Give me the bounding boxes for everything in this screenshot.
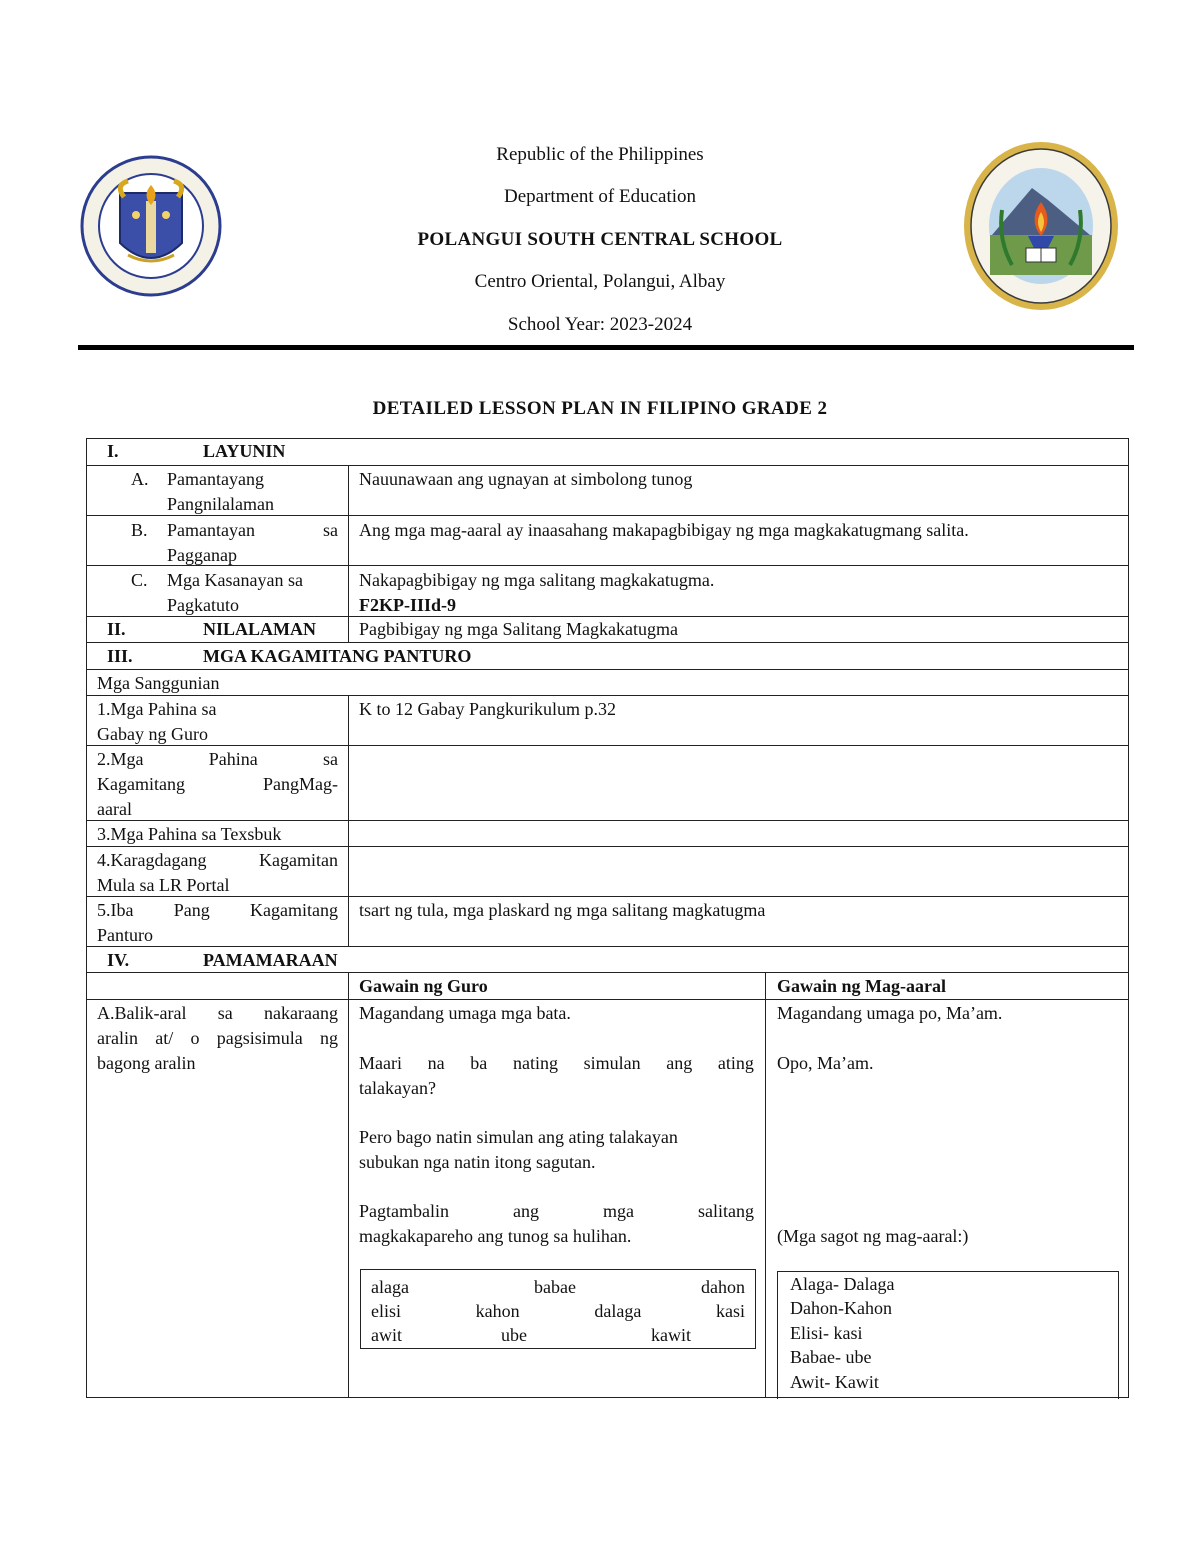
word: aralin	[97, 1028, 138, 1048]
label-balik-aral-line1	[97, 1001, 338, 1026]
section-num-1: I.	[107, 441, 119, 461]
word-item: kawit	[651, 1325, 691, 1345]
section-heading-kagamitan: MGA KAGAMITANG PANTURO	[203, 646, 472, 666]
word: ang	[666, 1053, 693, 1073]
lesson-plan-table	[86, 438, 1129, 1398]
mag-aaral-greeting: Magandang umaga po, Ma’am.	[777, 1003, 1003, 1023]
word-item: kahon	[475, 1301, 520, 1321]
answer-item: Elisi- kasi	[790, 1323, 863, 1343]
section-heading-pamamaraan: PAMAMARAAN	[203, 950, 338, 970]
value-pamantayan-sa-pagganap: Ang mga mag-aaral ay inaasahang makapagbibigay ng mga magkakatugmang salita.	[359, 520, 969, 540]
word: o	[190, 1028, 200, 1048]
header-divider	[78, 345, 1134, 350]
label-sa-word: sa	[323, 520, 338, 540]
word: 4.Karagdagang	[97, 850, 207, 870]
word: simulan	[583, 1053, 641, 1073]
word: nakaraang	[264, 1003, 338, 1023]
word: 5.Iba	[97, 900, 134, 920]
answer-item: Awit- Kawit	[790, 1372, 879, 1392]
word: Pang	[173, 900, 210, 920]
answer-box	[777, 1271, 1119, 1399]
word: PangMag-	[263, 774, 338, 794]
word-item: dalaga	[594, 1301, 642, 1321]
label-kagamitang-line3: aaral	[97, 799, 132, 819]
label-sanggunian: Mga Sanggunian	[97, 673, 220, 693]
item-letter-a: A.	[131, 469, 149, 489]
label-pamantayan-word: Pamantayan	[167, 520, 255, 540]
label-gabay-line2: Gabay ng Guro	[97, 724, 208, 744]
header-department: Department of Education	[503, 186, 697, 207]
word: mga	[602, 1201, 634, 1221]
label-pangnilalaman: Pangnilalaman	[167, 494, 274, 514]
header-republic: Republic of the Philippines	[496, 144, 704, 165]
guro-question-line2: talakayan?	[359, 1078, 436, 1098]
value-kasanayan: Nakapagbibigay ng mga salitang magkakatugma.	[359, 570, 715, 590]
label-iba-pang-line1	[97, 898, 338, 923]
word: ating	[717, 1053, 754, 1073]
section-num-4: IV.	[107, 950, 130, 970]
word-item: alaga	[371, 1277, 409, 1297]
word: nating	[512, 1053, 558, 1073]
value-competency-code: F2KP-IIId-9	[359, 595, 457, 615]
value-iba-pang-kagamitan: tsart ng tula, mga plaskard ng mga salitang magkatugma	[359, 900, 766, 920]
label-pamantayan-sa	[167, 518, 338, 543]
value-gabay-ng-guro: K to 12 Gabay Pangkurikulum p.32	[359, 699, 616, 719]
label-pagkatuto: Pagkatuto	[167, 595, 239, 615]
label-balik-aral-line3: bagong aralin	[97, 1053, 196, 1073]
header-school-year: School Year: 2023-2024	[507, 314, 693, 335]
value-pamantayang-pangnilalaman: Nauunawaan ang ugnayan at simbolong tunog	[359, 469, 693, 489]
label-pagganap: Pagganap	[167, 545, 237, 565]
guro-greeting: Magandang umaga mga bata.	[359, 1003, 571, 1023]
word-item: kasi	[715, 1301, 745, 1321]
section-heading-layunin: LAYUNIN	[203, 441, 286, 461]
word: Pahina	[208, 749, 258, 769]
word: Kagamitang	[250, 900, 338, 920]
value-nilalaman: Pagbibigay ng mga Salitang Magkakatugma	[359, 619, 678, 639]
word-item: dahon	[701, 1277, 745, 1297]
word: Kagamitang	[97, 774, 185, 794]
label-balik-aral-line2	[97, 1026, 338, 1051]
header-address: Centro Oriental, Polangui, Albay	[474, 271, 726, 292]
answer-item: Dahon-Kahon	[790, 1298, 892, 1318]
item-letter-c: C.	[131, 570, 148, 590]
column-header-mag-aaral: Gawain ng Mag-aaral	[777, 976, 946, 996]
section-heading-nilalaman: NILALAMAN	[203, 619, 317, 639]
word-row-1	[371, 1275, 745, 1300]
label-karagdagang-line2: Mula sa LR Portal	[97, 875, 230, 895]
word: 2.Mga	[97, 749, 144, 769]
word: ng	[319, 1028, 338, 1048]
word-item: ube	[501, 1325, 527, 1345]
section-num-2: II.	[107, 619, 126, 639]
label-mga-kasanayan: Mga Kasanayan sa	[167, 570, 303, 590]
word: pagsisimula	[216, 1028, 303, 1048]
item-letter-b: B.	[131, 520, 148, 540]
word: Pagtambalin	[359, 1201, 449, 1221]
word: Kagamitan	[259, 850, 338, 870]
answer-item: Alaga- Dalaga	[790, 1274, 895, 1294]
label-texsbuk: 3.Mga Pahina sa Texsbuk	[97, 824, 282, 844]
label-karagdagang-line1	[97, 848, 338, 873]
word: Maari	[359, 1053, 402, 1073]
guro-instruction-line1	[359, 1199, 754, 1224]
mag-aaral-reply: Opo, Ma’am.	[777, 1053, 874, 1073]
word-row-2	[371, 1299, 745, 1324]
word: A.Balik-aral	[97, 1003, 187, 1023]
word-matching-box	[360, 1269, 756, 1349]
word-item: babae	[534, 1277, 576, 1297]
guro-question-line1	[359, 1051, 754, 1076]
label-iba-pang-line2: Panturo	[97, 925, 153, 945]
word: ba	[470, 1053, 488, 1073]
mag-aaral-answers-label: (Mga sagot ng mag-aaral:)	[777, 1226, 969, 1246]
word: sa	[217, 1003, 233, 1023]
word: salitang	[697, 1201, 754, 1221]
word-row-3	[371, 1323, 745, 1348]
answer-item: Babae- ube	[790, 1347, 872, 1367]
word: at/	[155, 1028, 174, 1048]
label-kagamitang-line2	[97, 772, 338, 797]
section-num-3: III.	[107, 646, 133, 666]
column-header-guro: Gawain ng Guro	[359, 976, 488, 996]
word: sa	[323, 749, 338, 769]
label-gabay-line1: 1.Mga Pahina sa	[97, 699, 217, 719]
word: na	[427, 1053, 445, 1073]
header-school-name: POLANGUI SOUTH CENTRAL SCHOOL	[417, 229, 783, 250]
guro-intro-line1: Pero bago natin simulan ang ating talakayan	[359, 1127, 678, 1147]
label-kagamitang-line1	[97, 747, 338, 772]
guro-instruction-line2: magkakapareho ang tunog sa hulihan.	[359, 1226, 632, 1246]
document-title: DETAILED LESSON PLAN IN FILIPINO GRADE 2	[372, 398, 828, 419]
word: ang	[512, 1201, 539, 1221]
word-item: elisi	[371, 1301, 401, 1321]
guro-intro-line2: subukan nga natin itong sagutan.	[359, 1152, 596, 1172]
label-pamantayang: Pamantayang	[167, 469, 264, 489]
word-item: awit	[371, 1325, 402, 1345]
